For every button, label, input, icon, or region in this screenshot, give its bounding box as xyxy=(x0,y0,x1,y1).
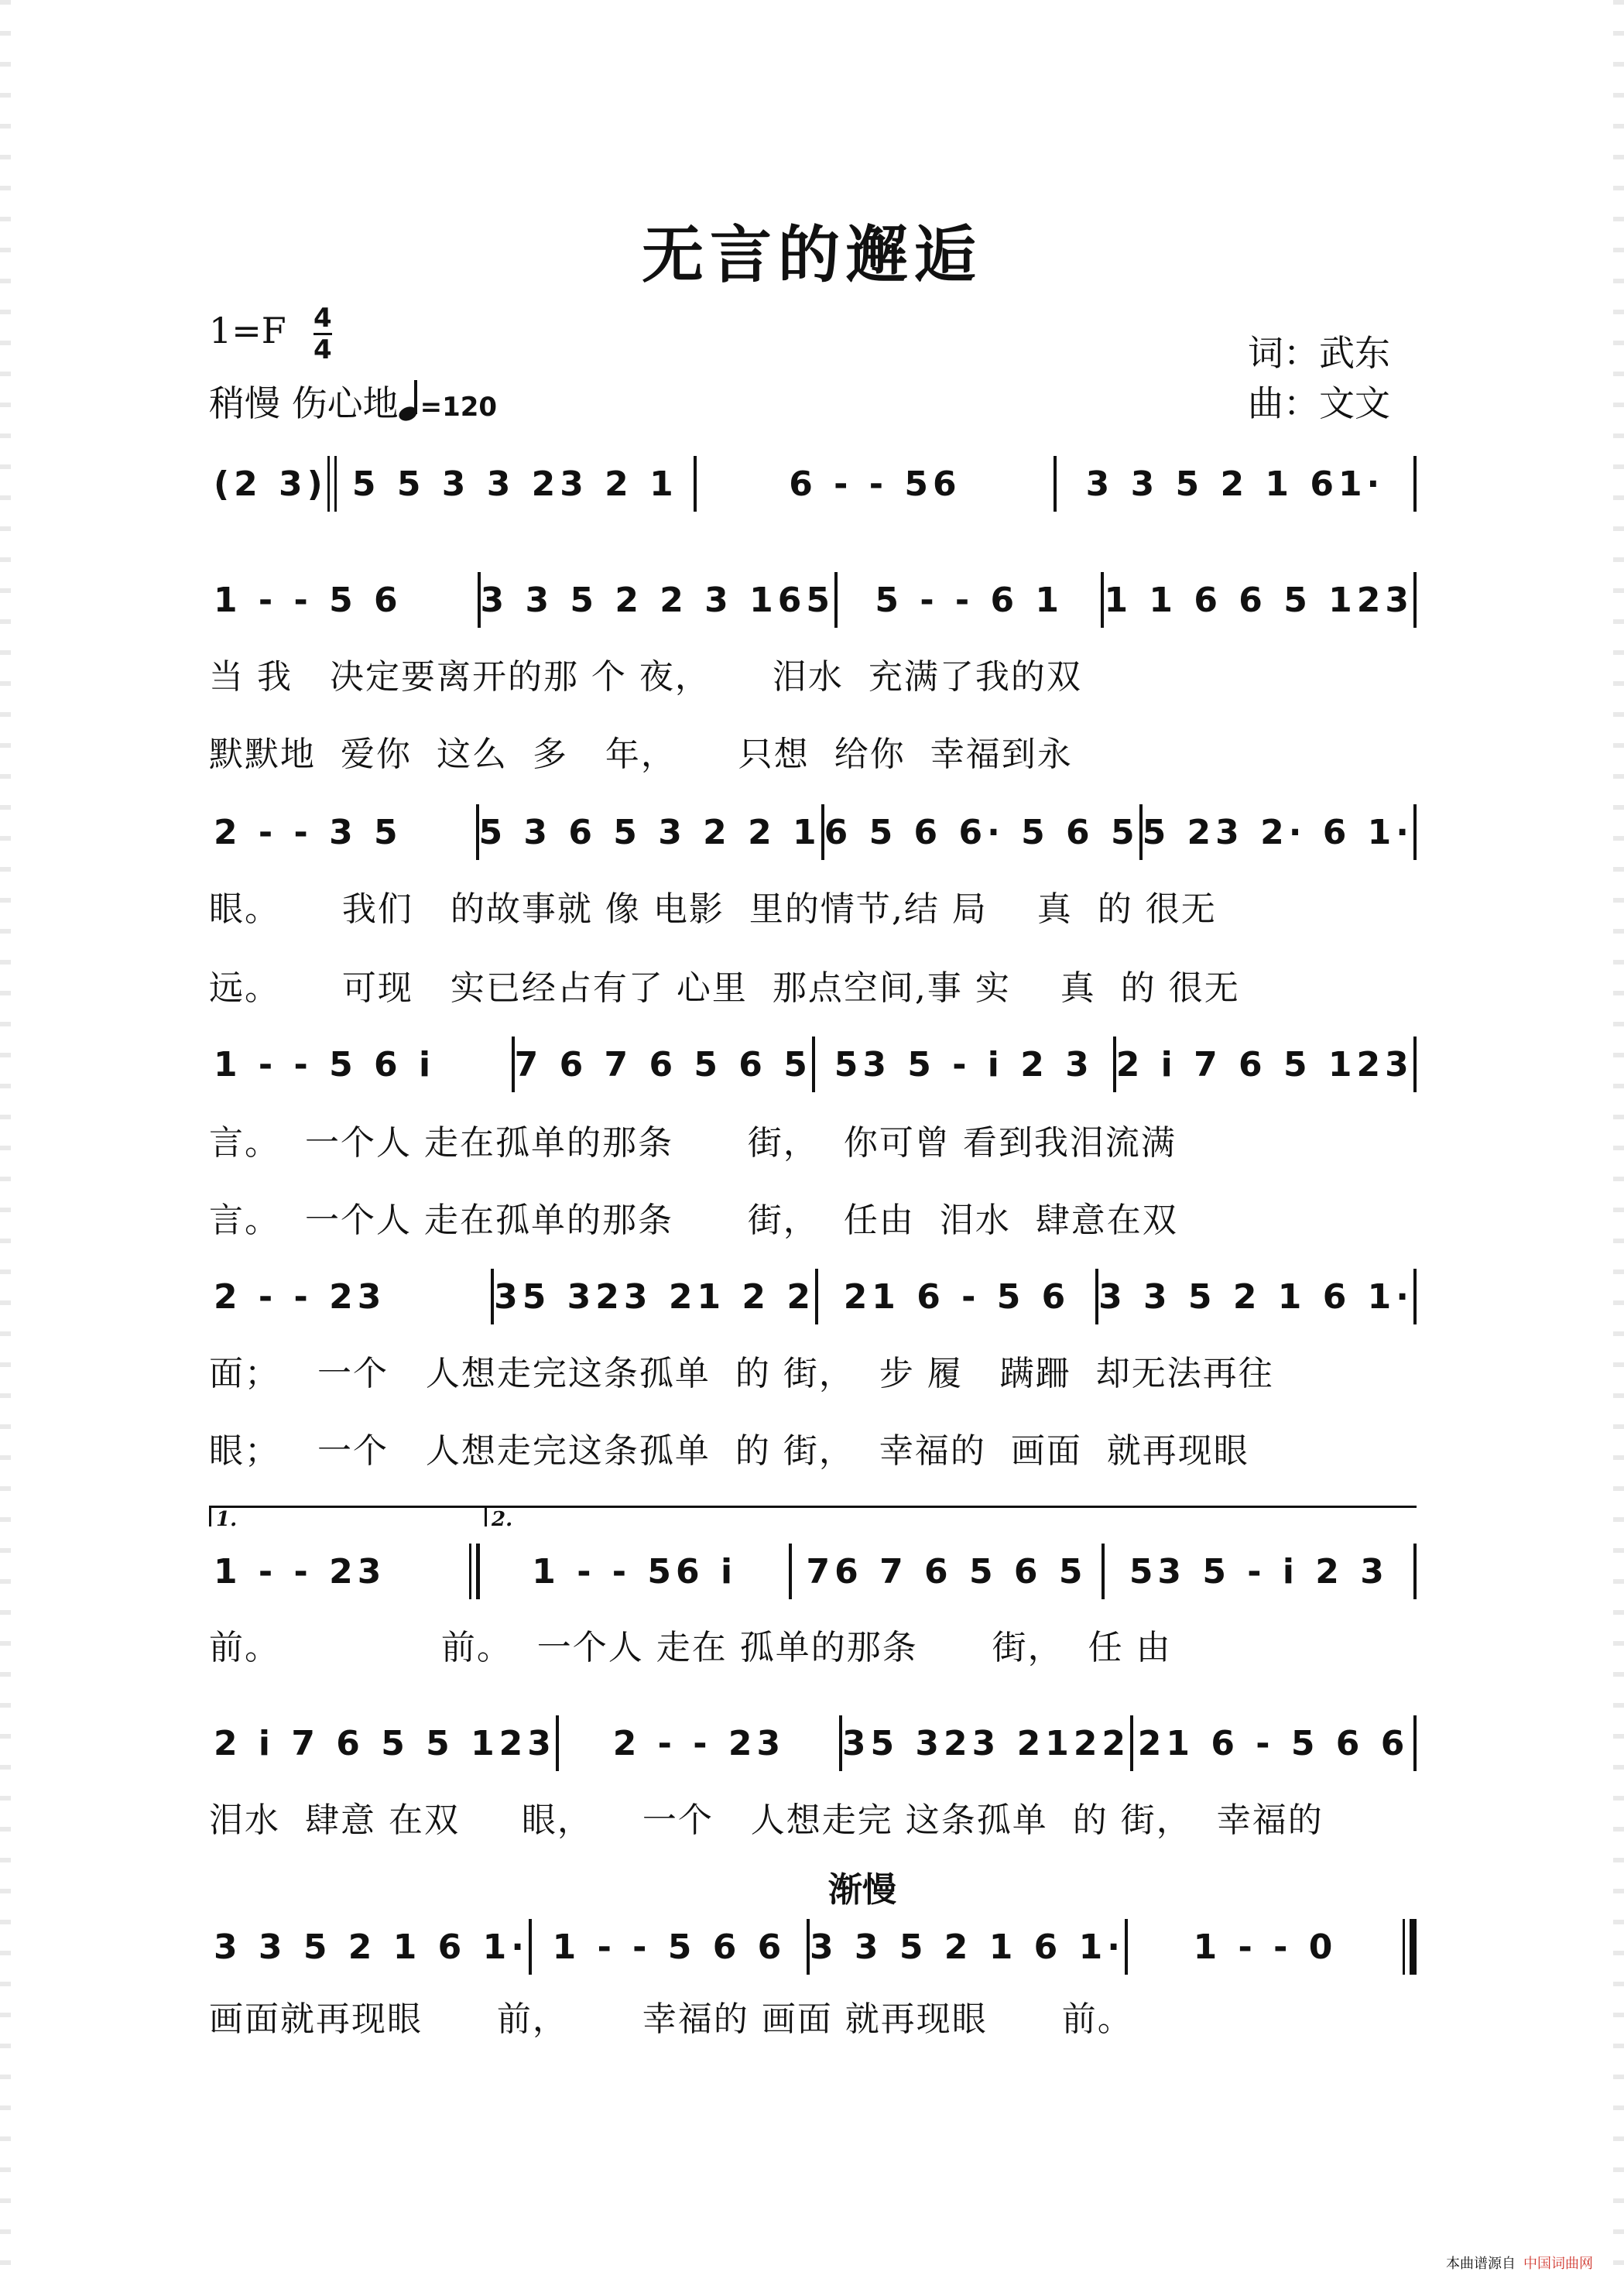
time-signature xyxy=(313,303,332,365)
barline xyxy=(1413,804,1417,860)
lyric-line: 面； 一个 人想走完这条孤单 的 街， 步 履 蹒跚 却无法再往 xyxy=(209,1354,1274,1393)
lyric-line: 言。 一个人 走在孤单的那条 街， 任由 泪水 肆意在双 xyxy=(209,1201,1178,1240)
second-ending-bracket: 2. xyxy=(485,1506,538,1526)
measure: 3 3 5 2 1 61· xyxy=(1085,464,1385,504)
measure: 1 - - 0 xyxy=(1193,1927,1338,1967)
measure: 5 3 6 5 3 2 2 1 xyxy=(478,812,821,852)
measure: 1 - - 5 6 xyxy=(214,580,403,620)
pickup-bar: (2 3) xyxy=(214,464,327,504)
music-line xyxy=(209,1540,1417,1602)
music-line xyxy=(209,1266,1417,1328)
measure: 53 5 - i 2 3 xyxy=(1129,1551,1389,1592)
measure: 1 - - 5 6 6 xyxy=(552,1927,786,1967)
key-signature: 1=F xyxy=(209,310,286,351)
lyric-line: 默默地 爱你 这么 多 年， 只想 给你 幸福到永 xyxy=(209,735,1073,774)
barline xyxy=(1413,1036,1417,1092)
measure: 2 - - 3 5 xyxy=(214,812,403,852)
measure: 53 5 - i 2 3 xyxy=(834,1044,1094,1084)
measure: 3 3 5 2 1 6 1· xyxy=(214,1927,529,1967)
measure: 2 - - 23 xyxy=(612,1723,786,1763)
music-line xyxy=(209,569,1417,631)
measure: 3 3 5 2 1 6 1· xyxy=(1098,1276,1413,1317)
lyric-line: 远。 可现 实已经占有了 心里 那点空间,事 实 真 的 很无 xyxy=(209,968,1240,1008)
measure: 2 - - 23 xyxy=(214,1276,386,1317)
barline xyxy=(1413,456,1417,512)
barline xyxy=(1413,572,1417,628)
measure: 5 5 3 3 23 2 1 xyxy=(351,464,678,504)
repeat-start-barline xyxy=(327,456,337,512)
footer-source-text: 本曲谱源自 xyxy=(1446,2256,1516,2272)
music-line xyxy=(209,801,1417,863)
time-signature-bottom: 4 xyxy=(313,334,332,365)
music-line xyxy=(209,1712,1417,1774)
measure: 5 - - 6 1 xyxy=(875,580,1064,620)
final-barline xyxy=(1403,1919,1417,1975)
lyricist-credit: 词：武东 xyxy=(1248,332,1390,374)
measure: 1 - - 23 xyxy=(214,1551,386,1592)
music-line xyxy=(209,1033,1417,1095)
lyric-line: 画面就再现眼 前， 幸福的 画面 就再现眼 前。 xyxy=(209,1999,1133,2039)
measure: 35 323 2122 xyxy=(841,1723,1131,1763)
lyric-line: 泪水 肆意 在双 眼， 一个 人想走完 这条孤单 的 街， 幸福的 xyxy=(209,1801,1324,1840)
tempo-text: 稍慢 伤心地 xyxy=(209,382,399,424)
measure: 35 323 21 2 2 xyxy=(494,1276,815,1317)
ritardando-marking: 渐慢 xyxy=(828,1870,896,1910)
barline xyxy=(1413,1544,1417,1599)
music-line xyxy=(209,453,1417,515)
measure: 3 3 5 2 2 3 165 xyxy=(480,580,834,620)
composer-credit: 曲：文文 xyxy=(1248,382,1390,424)
lyric-line: 眼； 一个 人想走完这条孤单 的 街， 幸福的 画面 就再现眼 xyxy=(209,1431,1249,1471)
first-ending-bracket: 1. xyxy=(209,1506,479,1526)
measure: 2 i 7 6 5 123 xyxy=(1115,1044,1413,1084)
lyric-line: 眼。 我们 的故事就 像 电影 里的情节,结 局 真 的 很无 xyxy=(209,889,1217,929)
time-signature-top: 4 xyxy=(313,303,332,334)
measure: 1 - - 5 6 i xyxy=(214,1044,436,1084)
measure: 1 - - 56 i xyxy=(532,1551,738,1592)
tempo-marking xyxy=(209,375,497,427)
measure: 6 5 6 6· 5 6 5 xyxy=(824,812,1139,852)
footer-site-name[interactable]: 中国词曲网 xyxy=(1523,2256,1593,2272)
lyric-line: 言。 一个人 走在孤单的那条 街， 你可曾 看到我泪流满 xyxy=(209,1123,1177,1163)
barline xyxy=(1413,1715,1417,1771)
measure: 1 1 6 6 5 123 xyxy=(1104,580,1413,620)
measure: 21 6 - 5 6 xyxy=(843,1276,1071,1317)
measure: 3 3 5 2 1 6 1· xyxy=(810,1927,1125,1967)
lyric-line: 前。 前。 一个人 走在 孤单的那条 街， 任 由 xyxy=(209,1628,1172,1667)
measure: 5 23 2· 6 1· xyxy=(1142,812,1413,852)
source-footer xyxy=(1446,2253,1593,2273)
measure: 2 i 7 6 5 5 123 xyxy=(214,1723,556,1763)
song-title: 无言的邂逅 xyxy=(642,218,982,291)
measure: 76 7 6 5 6 5 xyxy=(806,1551,1088,1592)
measure: 21 6 - 5 6 6 xyxy=(1137,1723,1410,1763)
measure: 7 6 7 6 5 6 5 xyxy=(514,1044,812,1084)
tempo-bpm: =120 xyxy=(420,392,498,423)
music-line xyxy=(209,1916,1417,1978)
quarter-note-icon xyxy=(399,380,420,420)
left-watermark-strip xyxy=(0,0,11,2282)
repeat-end-barline xyxy=(469,1544,480,1599)
barline xyxy=(1413,1269,1417,1324)
right-watermark-strip xyxy=(1613,0,1624,2282)
measure: 6 - - 56 xyxy=(789,464,961,504)
lyric-line: 当 我 决定要离开的那 个 夜， 泪水 充满了我的双 xyxy=(209,657,1082,697)
